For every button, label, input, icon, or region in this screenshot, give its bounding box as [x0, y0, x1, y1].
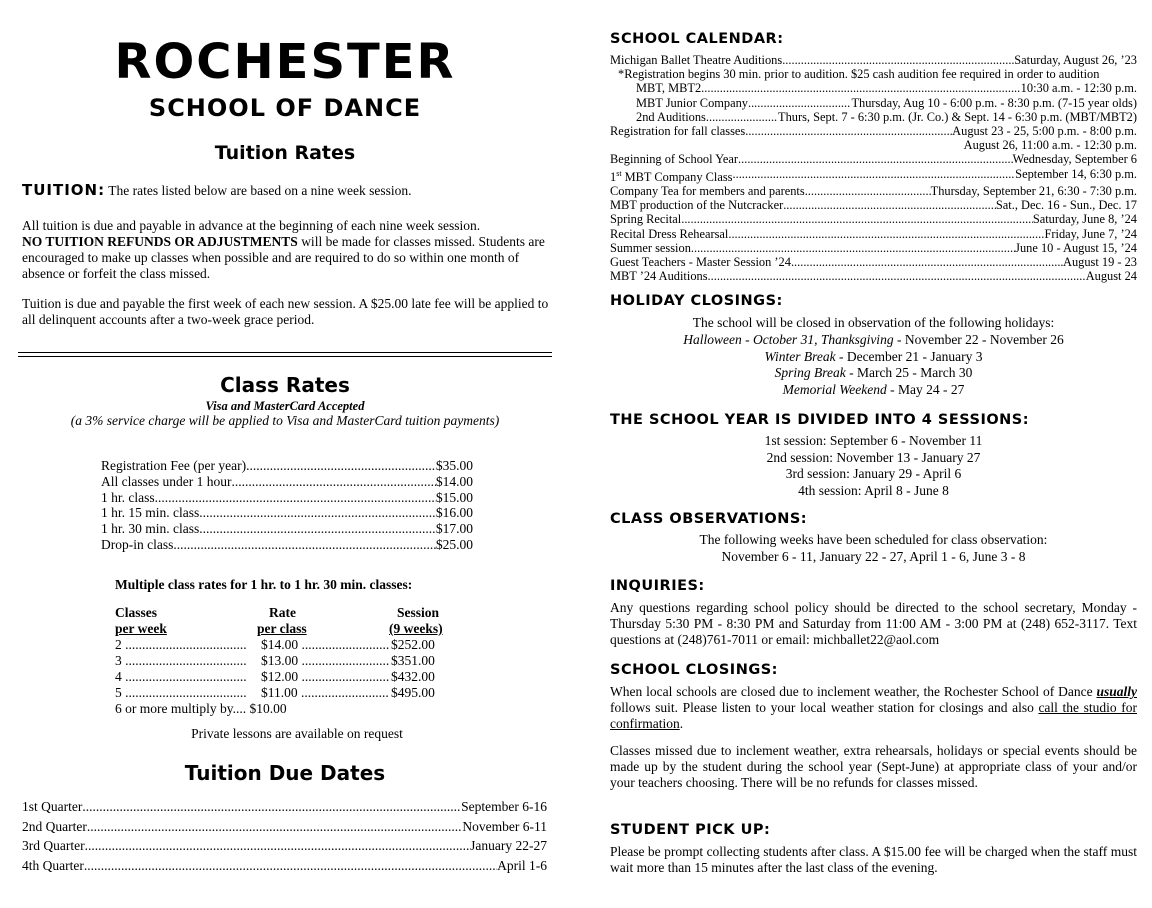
fee-row-leader [246, 458, 436, 474]
fee-row [101, 490, 473, 506]
fee-row-leader [155, 490, 436, 506]
calendar-row [610, 110, 1137, 124]
observations-intro: The following weeks have been scheduled for class observation: [699, 532, 1048, 547]
tuition-p1-a: All tuition is due and payable in advance at the beginning of each nine week session. [22, 218, 481, 233]
calendar-row-leader [733, 167, 1016, 184]
session-price: $252.00 [391, 637, 435, 652]
fee-list [101, 458, 473, 553]
calendar-row-label: 1st MBT Company Class [610, 168, 733, 184]
closings-heading: SCHOOL CLOSINGS: [610, 662, 778, 678]
tuition-intro-text: The rates listed below are based on a nine week session. [108, 183, 412, 198]
calendar-row-value: Thursday, September 21, 6:30 - 7:30 p.m. [930, 183, 1137, 198]
due-dates-heading: Tuition Due Dates [184, 761, 386, 785]
calendar-row-value: Thurs, Sept. 7 - 6:30 p.m. (Jr. Co.) & Sept. 14 - 6:30 p.m. (MBT/MBT2) [778, 109, 1137, 124]
right-column [610, 0, 1137, 908]
holiday-line [610, 382, 1137, 399]
fee-row-value: $17.00 [435, 521, 473, 537]
calendar-row-label: Beginning of School Year [610, 152, 739, 167]
calendar-row-label: Guest Teachers - Master Session ’24 [610, 254, 791, 269]
calendar-row-leader [691, 241, 1015, 255]
due-dates-list [22, 797, 547, 875]
fee-row [101, 505, 473, 521]
inquiries-text: Any questions regarding school policy should be directed to the school secretary, Monday - Thursday 5:30 PM - 8:30 PM and Saturday from 11:00 AM - 3:00 PM at (248) 652-3117. Text questions at (248)761-7011 or email: michballet22@aol.com [610, 600, 1137, 647]
call-studio-confirmation: call the studio for confirmation [610, 700, 1137, 731]
calendar-row [610, 198, 1137, 212]
no-refunds-notice: NO TUITION REFUNDS OR ADJUSTMENTS [22, 234, 298, 249]
calendar-row [610, 53, 1137, 67]
service-charge-note: (a 3% service charge will be applied to Visa and MasterCard tuition payments) [70, 413, 500, 428]
class-rates-heading: Class Rates [220, 373, 350, 397]
calendar-row-value: Thursday, Aug 10 - 6:00 p.m. - 8:30 p.m. (7-15 year olds) [851, 95, 1137, 110]
holiday-dates: - November 22 - November 26 [893, 332, 1064, 347]
holiday-name: Halloween - October 31, Thanksgiving [683, 332, 894, 347]
calendar-row-label: MBT ’24 Auditions [610, 269, 708, 284]
fee-row-leader [173, 537, 436, 553]
calendar-row-value: Saturday, June 8, ’24 [1032, 212, 1137, 227]
calendar-row-leader [701, 81, 1021, 95]
holiday-intro: The school will be closed in observation of the following holidays: [692, 315, 1055, 330]
holiday-dates: - May 24 - 27 [886, 381, 965, 397]
private-lessons: Private lessons are available on request [191, 726, 403, 741]
calendar-note: *Registration begins 30 min. prior to audition. $25 cash audition fee required in order to audition [618, 67, 1100, 82]
session-line: 1st session: September 6 - November 11 [764, 433, 983, 448]
calendar-row [610, 184, 1137, 198]
fee-row-label: All classes under 1 hour [101, 473, 232, 489]
superscript-st: st [616, 168, 622, 178]
pickup-heading: STUDENT PICK UP: [610, 822, 771, 838]
multi-rate-row [115, 653, 445, 669]
holiday-line [610, 365, 1137, 382]
multi-rates-table [115, 637, 445, 701]
classes-per-week: 4 .................................... [115, 669, 247, 684]
session-price: $495.00 [391, 685, 435, 700]
fee-row-label: Registration Fee (per year) [101, 458, 247, 473]
calendar-note: August 26, 11:00 a.m. - 12:30 p.m. [963, 138, 1137, 153]
calendar-row-leader [681, 212, 1033, 226]
due-date-row-leader [85, 836, 471, 856]
fee-row [101, 474, 473, 490]
holiday-dates: - March 25 - March 30 [845, 365, 973, 380]
closings-paragraph-1 [610, 684, 1137, 732]
closings-paragraph-2: Classes missed due to inclement weather, extra rehearsals, holidays or special events should be made up by the student during the school year (Sept-June) at appropriate class of your and/or your teachers choosing. There will be no refunds for classes missed. [610, 743, 1137, 790]
calendar-row-value: June 10 - August 15, ’24 [1015, 240, 1137, 255]
holiday-name: Winter Break [764, 348, 836, 364]
school-subtitle: SCHOOL OF DANCE [148, 94, 422, 122]
fee-row-label: 1 hr. 15 min. class [101, 505, 200, 521]
fee-row-value: $25.00 [435, 536, 473, 552]
sessions-list [610, 433, 1137, 499]
due-date-row-label: 1st Quarter [22, 799, 83, 814]
multi-rate-row [115, 637, 445, 653]
calendar-row-value: Friday, June 7, ’24 [1044, 226, 1137, 241]
multi-rate-row [115, 669, 445, 685]
multi-rates-header [115, 605, 455, 637]
calendar-row-value: Wednesday, September 6 [1012, 152, 1137, 167]
fee-row-leader [199, 505, 436, 521]
calendar-row-label: Summer session [610, 240, 691, 255]
due-date-row-value: September 6-16 [461, 799, 547, 814]
rate-per-class: $13.00 .......................... [261, 653, 389, 668]
tuition-label: TUITION: [22, 181, 106, 199]
calendar-row [610, 269, 1137, 283]
holiday-name: Spring Break [774, 365, 846, 380]
session-line: 3rd session: January 29 - April 6 [785, 466, 962, 481]
calendar-row-value: 10:30 a.m. - 12:30 p.m. [1020, 81, 1137, 96]
calendar-row-value: August 24 [1085, 269, 1137, 284]
calendar-row [610, 124, 1137, 138]
closings-p1-b: follows suit. Please listen to your local weather station for closings and also [610, 700, 1039, 715]
fee-row-value: $35.00 [435, 458, 473, 473]
school-title: ROCHESTER [114, 34, 456, 90]
due-date-row [22, 856, 547, 876]
col-session: Session [397, 605, 440, 620]
inquiries-heading: INQUIRIES: [610, 578, 705, 594]
calendar-row-value: Saturday, August 26, ’23 [1014, 53, 1137, 67]
holiday-name: Memorial Weekend [782, 381, 887, 397]
due-date-row-label: 2nd Quarter [22, 818, 87, 834]
calendar-row-value: August 19 - 23 [1063, 254, 1137, 269]
section-divider [18, 352, 552, 357]
tuition-paragraph-1 [22, 218, 546, 282]
usually-emphasis: usually [1096, 684, 1137, 699]
col-per-week: per week [115, 621, 167, 636]
calendar-row-label: MBT, MBT2 [636, 81, 702, 96]
fee-row [101, 537, 473, 553]
multi-rate-row [115, 685, 445, 701]
tuition-paragraph-2: Tuition is due and payable the first week of each new session. A $25.00 late fee will be applied to all delinquent accounts after a two-week grace period. [22, 296, 549, 327]
session-price: $432.00 [391, 669, 435, 684]
calendar-row-label: MBT Junior Company [636, 95, 748, 110]
col-classes: Classes [115, 605, 158, 620]
classes-per-week: 5 .................................... [115, 685, 247, 700]
classes-per-week: 3 .................................... [115, 653, 247, 668]
holiday-dates: - December 21 - January 3 [835, 348, 983, 364]
calendar-row-label: Michigan Ballet Theatre Auditions [610, 53, 783, 67]
calendar-list [610, 53, 1137, 283]
holiday-list [610, 332, 1137, 398]
holiday-line [610, 332, 1137, 349]
fee-row-label: 1 hr. class [101, 489, 155, 505]
calendar-row-leader [728, 227, 1044, 241]
session-price: $351.00 [391, 653, 435, 668]
calendar-row-value: September 14, 6:30 p.m. [1015, 166, 1137, 181]
pickup-text: Please be prompt collecting students after class. A $15.00 fee will be charged when the staff must wait more than 15 minutes after the last class of the evening. [610, 844, 1137, 875]
calendar-row-leader [706, 110, 778, 124]
due-date-row-label: 4th Quarter [22, 857, 84, 873]
due-date-row [22, 797, 547, 817]
calendar-row-label: Spring Recital [610, 212, 682, 227]
calendar-row-leader [748, 96, 851, 110]
due-date-row-value: November 6-11 [462, 818, 547, 834]
calendar-row-leader [738, 152, 1012, 166]
col-nine-weeks: (9 weeks) [389, 621, 443, 636]
due-date-row-leader [87, 817, 463, 837]
tuition-intro [22, 182, 548, 199]
fee-row [101, 458, 473, 474]
holiday-heading: HOLIDAY CLOSINGS: [610, 293, 783, 309]
calendar-row-leader [782, 53, 1014, 67]
rate-per-class: $12.00 .......................... [261, 669, 389, 684]
calendar-row-label: 2nd Auditions [636, 109, 706, 124]
due-date-row-label: 3rd Quarter [22, 838, 85, 853]
due-date-row-leader [84, 856, 497, 876]
session-line: 4th session: April 8 - June 8 [798, 482, 949, 498]
fee-row-value: $16.00 [435, 505, 473, 521]
fee-row-leader [231, 474, 435, 490]
observations-heading: CLASS OBSERVATIONS: [610, 511, 808, 527]
six-or-more: 6 or more multiply by.... $10.00 [115, 701, 287, 716]
fee-row-label: 1 hr. 30 min. class [101, 521, 200, 537]
calendar-row-leader [708, 269, 1086, 283]
calendar-row-leader [805, 184, 931, 198]
due-date-row-value: April 1-6 [497, 857, 547, 873]
sessions-heading: THE SCHOOL YEAR IS DIVIDED INTO 4 SESSIONS: [610, 412, 1030, 428]
calendar-row-value: August 23 - 25, 5:00 p.m. - 8:00 p.m. [952, 124, 1137, 139]
cards-accepted: Visa and MasterCard Accepted [205, 399, 365, 413]
rate-per-class: $14.00 .......................... [261, 637, 389, 652]
calendar-row [610, 96, 1137, 110]
calendar-row-label: Registration for fall classes [610, 124, 746, 139]
tuition-heading: Tuition Rates [214, 142, 356, 164]
calendar-row-label: MBT production of the Nutcracker [610, 198, 784, 213]
calendar-row-leader [791, 255, 1063, 269]
rate-per-class: $11.00 .......................... [261, 685, 389, 700]
col-rate: Rate [269, 605, 296, 620]
closings-p1-a: When local schools are closed due to inclement weather, the Rochester School of Dance [610, 684, 1097, 699]
col-per-class: per class [257, 621, 307, 636]
fee-row-value: $15.00 [435, 489, 473, 505]
calendar-row [610, 167, 1137, 184]
calendar-heading: SCHOOL CALENDAR: [610, 31, 784, 47]
due-date-row [22, 836, 547, 856]
calendar-row [610, 81, 1137, 95]
calendar-row-value: Sat., Dec. 16 - Sun., Dec. 17 [995, 198, 1137, 213]
classes-per-week: 2 .................................... [115, 637, 247, 652]
calendar-row-leader [783, 198, 996, 212]
calendar-row [610, 255, 1137, 269]
calendar-row [610, 241, 1137, 255]
fee-row-value: $14.00 [435, 473, 473, 489]
calendar-row [610, 227, 1137, 241]
holiday-line [610, 349, 1137, 366]
calendar-row [610, 152, 1137, 166]
due-date-row [22, 817, 547, 837]
fee-row [101, 521, 473, 537]
multi-rates-heading: Multiple class rates for 1 hr. to 1 hr. 30 min. classes: [115, 577, 413, 592]
left-column [18, 0, 552, 908]
due-date-row-leader [82, 797, 461, 817]
calendar-row-leader [745, 124, 952, 138]
closings-p1-end: . [679, 716, 684, 731]
calendar-row-label: Recital Dress Rehearsal [610, 226, 729, 241]
fee-row-label: Drop-in class [101, 536, 174, 552]
fee-row-leader [199, 521, 436, 537]
calendar-row-label: Company Tea for members and parents [610, 183, 805, 198]
due-date-row-value: January 22-27 [470, 838, 547, 853]
session-line: 2nd session: November 13 - January 27 [766, 449, 981, 465]
calendar-row [610, 212, 1137, 226]
tuition-p1-b: will be made for classes missed. Students are encouraged to make up classes when possible and are required to do so within one month of absence or forfeit the class missed. [22, 234, 545, 281]
observations-dates: November 6 - 11, January 22 - 27, April 1 - 6, June 3 - 8 [721, 549, 1026, 564]
